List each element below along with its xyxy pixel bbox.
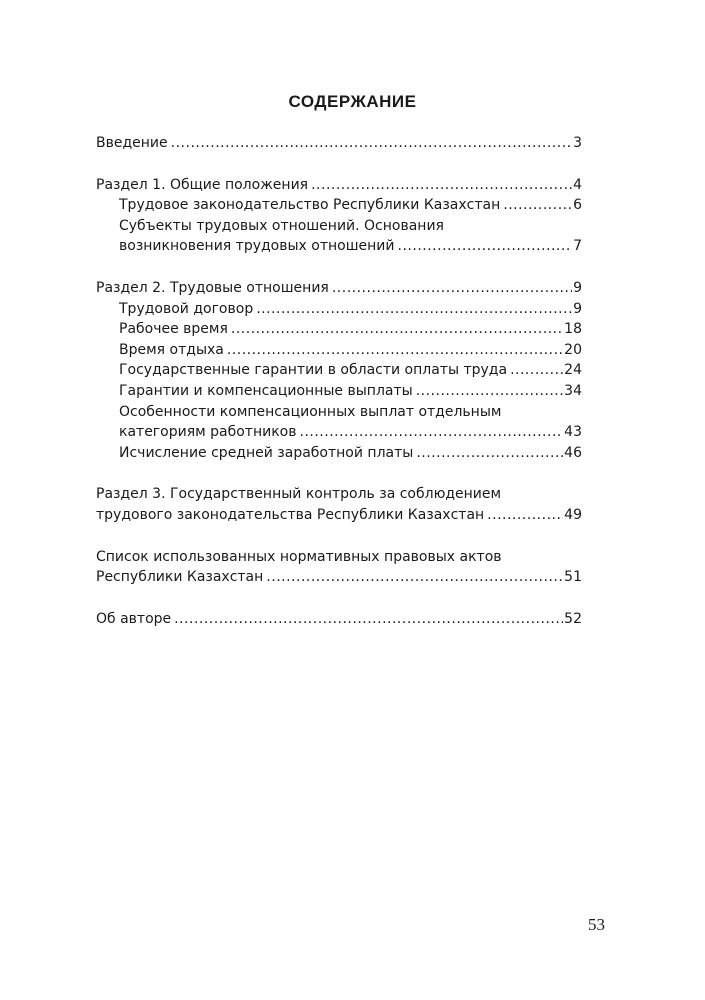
toc-entry-page: 4 — [573, 176, 582, 193]
toc-entry-title: Раздел 2. Трудовые отношения — [96, 279, 329, 296]
toc-entry[interactable] — [96, 381, 582, 402]
toc-entry-title: Республики Казахстан — [96, 569, 264, 586]
dot-leader — [487, 505, 563, 526]
dot-leader — [171, 133, 572, 154]
toc-entry-title-line: Особенности компенсационных выплат отдельным — [119, 403, 502, 420]
toc-entry[interactable] — [96, 360, 582, 381]
dot-leader — [311, 175, 572, 196]
dot-leader — [332, 278, 572, 299]
toc-entry-page: 6 — [573, 197, 582, 214]
toc-entry-page: 51 — [564, 569, 582, 586]
toc-entry-page: 7 — [573, 238, 582, 255]
toc-entry-title: Исчисление средней заработной платы — [119, 444, 414, 461]
toc-entry-title: возникновения трудовых отношений — [119, 238, 395, 255]
toc-entry-page: 9 — [573, 300, 582, 317]
toc-entry-page: 20 — [564, 341, 582, 358]
toc-entry[interactable] — [96, 299, 582, 320]
dot-leader — [231, 319, 563, 340]
toc-title: СОДЕРЖАНИЕ — [288, 92, 417, 111]
toc-entry-title-line: Раздел 3. Государственный контроль за соблюдением — [96, 486, 502, 503]
toc-entry[interactable] — [96, 133, 582, 154]
toc-entry-title: Гарантии и компенсационные выплаты — [119, 382, 413, 399]
toc-entry-page: 46 — [564, 444, 582, 461]
toc-entry[interactable] — [96, 216, 582, 257]
table-of-contents — [96, 133, 582, 629]
toc-entry-title: Рабочее время — [119, 321, 228, 338]
toc-entry-page: 24 — [564, 362, 582, 379]
toc-entry-title: Раздел 1. Общие положения — [96, 176, 309, 193]
toc-entry-title: Государственные гарантии в области оплаты труда — [119, 362, 508, 379]
toc-entry-page: 18 — [564, 321, 582, 338]
toc-entry-title-line: Субъекты трудовых отношений. Основания — [119, 217, 444, 234]
dot-leader — [510, 360, 563, 381]
dot-leader — [266, 567, 563, 588]
toc-entry-title: трудового законодательства Республики Казахстан — [96, 506, 485, 523]
toc-entry-page: 49 — [564, 506, 582, 523]
toc-entry-page: 3 — [573, 135, 582, 151]
toc-entry-page: 43 — [564, 424, 582, 441]
toc-entry-title: Трудовое законодательство Республики Казахстан — [119, 197, 501, 214]
dot-leader — [503, 195, 572, 216]
toc-entry-title-line: Список использованных нормативных правовых актов — [96, 548, 502, 565]
toc-entry[interactable] — [96, 547, 582, 588]
toc-entry[interactable] — [96, 609, 582, 630]
dot-leader — [227, 340, 563, 361]
dot-leader — [416, 443, 563, 464]
toc-entry[interactable] — [96, 195, 582, 216]
dot-leader — [256, 299, 572, 320]
dot-leader — [416, 381, 563, 402]
toc-entry-page: 34 — [564, 382, 582, 399]
toc-entry[interactable] — [96, 340, 582, 361]
dot-leader — [300, 422, 564, 443]
toc-entry-title: Трудовой договор — [119, 300, 254, 317]
page-number: 53 — [588, 915, 605, 934]
toc-entry-title: Время отдыха — [119, 341, 224, 358]
toc-entry[interactable] — [96, 319, 582, 340]
toc-entry-title: Введение — [96, 135, 168, 151]
toc-entry-title: категориям работников — [119, 424, 297, 441]
dot-leader — [398, 236, 573, 257]
dot-leader — [174, 609, 563, 630]
toc-entry[interactable] — [96, 278, 582, 299]
toc-entry-page: 52 — [564, 610, 582, 627]
toc-entry[interactable] — [96, 402, 582, 443]
toc-entry[interactable] — [96, 484, 582, 525]
toc-entry-title: Об авторе — [96, 610, 172, 627]
toc-entry[interactable] — [96, 443, 582, 464]
toc-entry[interactable] — [96, 175, 582, 196]
toc-entry-page: 9 — [573, 279, 582, 296]
